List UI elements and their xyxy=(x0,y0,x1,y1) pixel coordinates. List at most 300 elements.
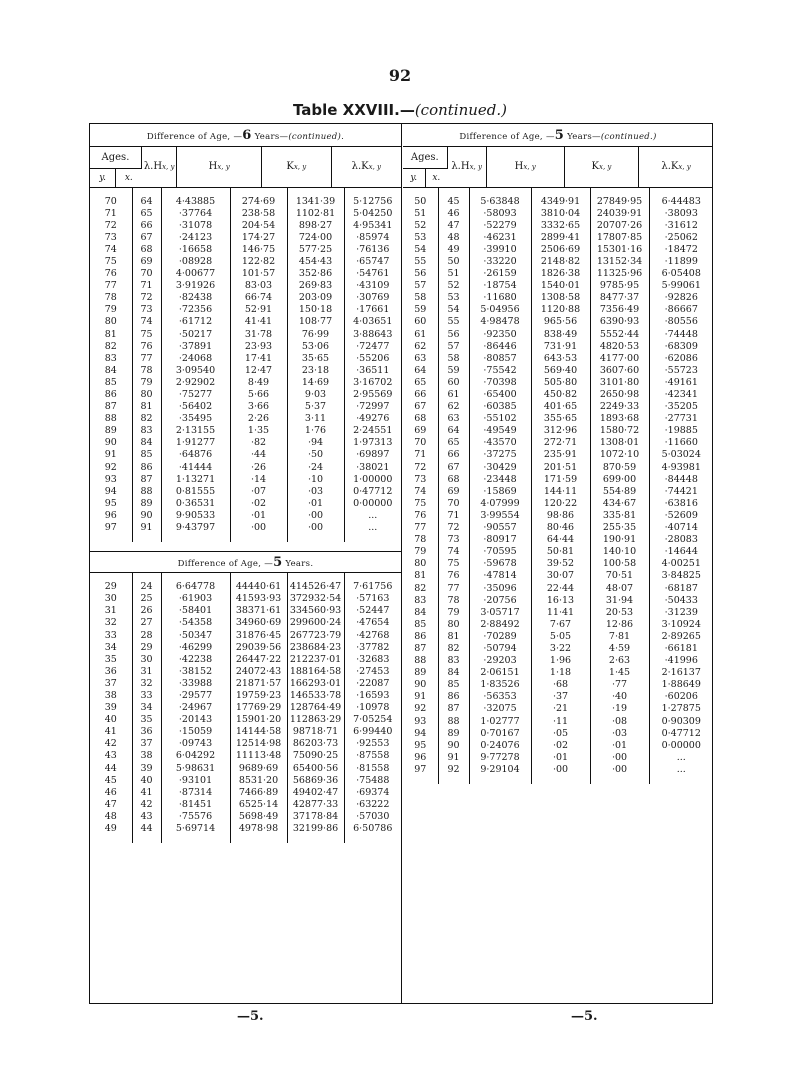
table-cell: 66 xyxy=(132,220,161,232)
table-cell: 0·70167 xyxy=(469,728,531,740)
table-cell: 69 xyxy=(403,425,438,437)
table-cell: 11·41 xyxy=(531,607,590,619)
table-cell: 88 xyxy=(90,413,132,425)
table-cell: ·35205 xyxy=(664,401,698,413)
right-title-a: Difference of Age, — xyxy=(459,132,555,142)
table-cell: 8·49 xyxy=(230,377,287,389)
table-row xyxy=(90,280,401,292)
table-cell: 96 xyxy=(90,510,132,522)
table-cell: 88 xyxy=(132,486,161,498)
table-cell: 65 xyxy=(403,377,438,389)
table-row xyxy=(90,811,401,823)
table-cell: 3·16702 xyxy=(353,376,393,388)
table-cell: 35·65 xyxy=(287,353,344,365)
table-cell: 98·86 xyxy=(531,510,590,522)
section2-title-a: Difference of Age, — xyxy=(177,559,274,570)
table-row xyxy=(90,799,401,811)
table-cell: 83 xyxy=(90,353,132,365)
table-cell: 838·49 xyxy=(531,329,590,341)
table-cell: ·37891 xyxy=(161,341,230,353)
right-table-header xyxy=(403,147,713,188)
table-cell: ·75277 xyxy=(161,389,230,401)
table-row xyxy=(90,654,401,666)
table-row xyxy=(90,714,401,726)
table-cell: 34 xyxy=(90,642,132,654)
table-cell: 69 xyxy=(438,486,469,498)
table-cell: ·44 xyxy=(230,449,287,461)
table-cell: 9785·95 xyxy=(590,280,649,292)
table-cell: 1·02777 xyxy=(469,716,531,728)
table-cell: 4·07999 xyxy=(469,498,531,510)
table-cell: 80 xyxy=(403,558,438,570)
table-cell: ·50433 xyxy=(664,594,698,606)
table-cell: 60 xyxy=(403,316,438,328)
table-cell: 4·00677 xyxy=(161,268,230,280)
table-cell: 38371·61 xyxy=(230,605,287,617)
table-row xyxy=(90,642,401,654)
table-cell: ·85974 xyxy=(356,231,390,243)
table-row xyxy=(90,510,401,522)
table-cell: 9·77278 xyxy=(469,752,531,764)
table-cell: 21871·57 xyxy=(230,678,287,690)
table-cell: 0·81555 xyxy=(161,486,230,498)
table-cell: ·28083 xyxy=(664,534,698,546)
table-cell: 93 xyxy=(90,474,132,486)
table-cell: 2·88492 xyxy=(469,619,531,631)
table-cell: ·72356 xyxy=(161,304,230,316)
table-cell: 61 xyxy=(438,389,469,401)
col-x: x. xyxy=(425,168,447,187)
table-cell: 0·00000 xyxy=(353,497,393,509)
ages-header: Ages. xyxy=(90,147,141,168)
table-cell: ·61712 xyxy=(161,316,230,328)
table-cell: ·75542 xyxy=(469,365,531,377)
table-cell: 62 xyxy=(403,341,438,353)
table-cell: ·41444 xyxy=(161,462,230,474)
table-cell: 2249·33 xyxy=(590,401,649,413)
table-cell: ·03 xyxy=(590,728,649,740)
table-cell: ·60206 xyxy=(664,691,698,703)
table-cell: 39·52 xyxy=(531,558,590,570)
table-row xyxy=(403,655,713,667)
table-cell: ·41996 xyxy=(664,655,698,667)
table-cell: 90 xyxy=(132,510,161,522)
table-cell: ·05 xyxy=(531,728,590,740)
table-cell: 44440·61 xyxy=(230,581,287,593)
table-cell: 41 xyxy=(90,726,132,738)
table-cell: 68 xyxy=(438,474,469,486)
table-cell: 188164·58 xyxy=(287,666,344,678)
table-cell: 75 xyxy=(438,558,469,570)
table-row xyxy=(90,425,401,437)
table-cell: ·87558 xyxy=(356,750,390,762)
table-cell: ·74448 xyxy=(664,328,698,340)
table-cell: 1308·01 xyxy=(590,437,649,449)
caption-prefix: Table XXVIII.— xyxy=(292,101,415,119)
table-row xyxy=(403,486,713,498)
table-cell: ·55723 xyxy=(664,364,698,376)
table-cell: ·01 xyxy=(287,498,344,510)
table-cell: 15301·16 xyxy=(590,244,649,256)
table-cell: 87 xyxy=(403,643,438,655)
table-cell: 32 xyxy=(90,617,132,629)
table-cell: 85 xyxy=(90,377,132,389)
table-cell: 25 xyxy=(132,593,161,605)
table-cell: ·43109 xyxy=(356,280,390,292)
table-cell: 65400·56 xyxy=(287,763,344,775)
table-cell: 83·03 xyxy=(230,280,287,292)
table-cell: 14·69 xyxy=(287,377,344,389)
table-cell: 2·95569 xyxy=(353,389,393,400)
table-row xyxy=(403,643,713,655)
table-cell: 5·05 xyxy=(531,631,590,643)
table-cell: 5552·44 xyxy=(590,329,649,341)
table-cell: 414526·47 xyxy=(287,581,344,593)
table-cell: 48 xyxy=(438,232,469,244)
table-cell: 6·99440 xyxy=(353,726,393,738)
table-row xyxy=(403,752,713,764)
table-row xyxy=(403,462,713,474)
table-cell: 204·54 xyxy=(230,220,287,232)
table-row xyxy=(403,679,713,691)
table-cell: ·00 xyxy=(590,752,649,764)
table-cell: 35 xyxy=(132,714,161,726)
table-cell: 74 xyxy=(403,486,438,498)
table-cell: 100·58 xyxy=(590,558,649,570)
left-title-c: (continued). xyxy=(288,132,345,142)
table-cell: 101·57 xyxy=(230,268,287,280)
table-row xyxy=(90,256,401,268)
table-cell: ·69897 xyxy=(356,449,390,461)
table-cell: ·18754 xyxy=(469,280,531,292)
table-cell: 60 xyxy=(438,377,469,389)
table-cell: 26 xyxy=(132,605,161,617)
table-row xyxy=(90,617,401,629)
table-cell: 299600·24 xyxy=(287,617,344,629)
table-cell: ·01 xyxy=(230,510,287,522)
table-cell: 166293·01 xyxy=(287,678,344,690)
table-cell: 90 xyxy=(90,437,132,449)
table-cell: 6·05408 xyxy=(661,268,701,280)
table-row xyxy=(90,787,401,799)
table-cell: ·29577 xyxy=(161,690,230,702)
table-cell: ·58093 xyxy=(469,208,531,220)
table-cell: ·32683 xyxy=(356,653,390,665)
table-cell: 82 xyxy=(438,643,469,655)
table-row xyxy=(90,196,401,208)
table-row xyxy=(90,437,401,449)
table-cell: 68 xyxy=(132,244,161,256)
right-title-b: Years— xyxy=(564,132,601,142)
table-cell: 92 xyxy=(438,764,469,776)
table-cell: ·58401 xyxy=(161,605,230,617)
table-row xyxy=(403,244,713,256)
table-cell: 17807·85 xyxy=(590,232,649,244)
table-cell: ·16658 xyxy=(161,244,230,256)
table-cell: 699·00 xyxy=(590,474,649,486)
table-cell: 31·78 xyxy=(230,329,287,341)
table-cell: 201·51 xyxy=(531,462,590,474)
table-cell: ... xyxy=(676,763,686,775)
page-number: 92 xyxy=(388,66,412,85)
table-cell: 27849·95 xyxy=(590,196,649,208)
table-cell: 9·03 xyxy=(287,389,344,401)
table-cell: 2·06151 xyxy=(469,667,531,679)
table-cell: 81 xyxy=(90,329,132,341)
table-cell: 5·04250 xyxy=(353,207,393,219)
table-cell: ·38093 xyxy=(664,207,698,219)
table-row xyxy=(403,546,713,558)
table-cell: 57 xyxy=(438,341,469,353)
table-cell: 4·43885 xyxy=(161,196,230,208)
table-cell: 37 xyxy=(132,738,161,750)
table-cell: 51 xyxy=(438,268,469,280)
table-cell: ·15059 xyxy=(161,726,230,738)
table-row xyxy=(403,329,713,341)
table-cell: 94 xyxy=(403,728,438,740)
table-cell: 50·81 xyxy=(531,546,590,558)
table-cell: 2899·41 xyxy=(531,232,590,244)
table-cell: 74 xyxy=(90,244,132,256)
table-cell: ·86667 xyxy=(664,304,698,316)
table-cell: ·75488 xyxy=(356,774,390,786)
table-cell: 1826·38 xyxy=(531,268,590,280)
table-cell: 352·86 xyxy=(287,268,344,280)
table-cell: 59 xyxy=(438,365,469,377)
table-cell: 37 xyxy=(90,678,132,690)
table-cell: 36 xyxy=(90,666,132,678)
table-cell: 1341·39 xyxy=(287,196,344,208)
table-cell: 724·00 xyxy=(287,232,344,244)
table-cell: 12514·98 xyxy=(230,738,287,750)
table-cell: ... xyxy=(368,509,378,521)
table-cell: 9·43797 xyxy=(161,522,230,534)
table-row xyxy=(90,823,401,835)
table-cell: ·01 xyxy=(590,740,649,752)
table-row xyxy=(90,678,401,690)
table-row xyxy=(90,377,401,389)
table-cell: 7·81 xyxy=(590,631,649,643)
table-cell: ·19885 xyxy=(664,425,698,437)
table-cell: 64 xyxy=(403,365,438,377)
table-cell: 140·10 xyxy=(590,546,649,558)
table-row xyxy=(90,316,401,328)
table-row xyxy=(90,353,401,365)
table-cell: 73 xyxy=(132,304,161,316)
table-cell: 272·71 xyxy=(531,437,590,449)
table-cell: 1102·81 xyxy=(287,208,344,220)
table-cell: ·33220 xyxy=(469,256,531,268)
table-cell: ·24123 xyxy=(161,232,230,244)
table-cell: 47 xyxy=(438,220,469,232)
table-cell: 3810·04 xyxy=(531,208,590,220)
table-cell: 74 xyxy=(132,316,161,328)
table-cell: 78 xyxy=(438,595,469,607)
table-cell: 554·89 xyxy=(590,486,649,498)
table-cell: 66 xyxy=(403,389,438,401)
table-row xyxy=(90,726,401,738)
table-cell: 0·36531 xyxy=(161,498,230,510)
table-row xyxy=(403,716,713,728)
table-cell: ·11680 xyxy=(469,292,531,304)
table-cell: 39 xyxy=(132,763,161,775)
table-cell: 146·75 xyxy=(230,244,287,256)
table-row xyxy=(403,220,713,232)
table-cell: 96 xyxy=(403,752,438,764)
table-cell: 32 xyxy=(132,678,161,690)
table-cell: ·18472 xyxy=(664,243,698,255)
table-cell: ·30769 xyxy=(356,292,390,304)
table-cell: 87 xyxy=(132,474,161,486)
table-cell: 38 xyxy=(132,750,161,762)
table-cell: 2·24551 xyxy=(353,425,393,437)
table-cell: 78 xyxy=(403,534,438,546)
table-cell: 17769·29 xyxy=(230,702,287,714)
table-cell: ·92826 xyxy=(664,292,698,304)
table-cell: 35 xyxy=(90,654,132,666)
table-cell: 24 xyxy=(132,581,161,593)
table-cell: 81 xyxy=(438,631,469,643)
table-cell: 1120·88 xyxy=(531,304,590,316)
table-cell: ·20756 xyxy=(469,595,531,607)
table-cell: 6390·93 xyxy=(590,316,649,328)
table-cell: 1540·01 xyxy=(531,280,590,292)
table-cell: ·14644 xyxy=(664,546,698,558)
table-cell: 54 xyxy=(438,304,469,316)
table-cell: ·40 xyxy=(590,691,649,703)
table-row xyxy=(90,702,401,714)
table-cell: ·00 xyxy=(531,764,590,776)
table-cell: ·24068 xyxy=(161,353,230,365)
table-cell: 5·12756 xyxy=(353,195,393,207)
col-k: Kx, y xyxy=(261,147,331,187)
table-cell: 274·69 xyxy=(230,196,287,208)
table-cell: 87 xyxy=(438,703,469,715)
table-cell: 23·93 xyxy=(230,341,287,353)
left-panel xyxy=(90,124,401,843)
table-cell: 146533·78 xyxy=(287,690,344,702)
table-row xyxy=(90,449,401,461)
table-row xyxy=(90,581,401,593)
table-cell: ·64876 xyxy=(161,449,230,461)
table-row xyxy=(403,498,713,510)
table-cell: ·10978 xyxy=(356,702,390,714)
table-cell: 42 xyxy=(90,738,132,750)
table-cell: 401·65 xyxy=(531,401,590,413)
table-cell: 80 xyxy=(438,619,469,631)
table-row xyxy=(90,474,401,486)
table-cell: 31 xyxy=(132,666,161,678)
table-cell: 95 xyxy=(403,740,438,752)
table-cell: 1·35 xyxy=(230,425,287,437)
table-cell: ·84448 xyxy=(664,473,698,485)
table-cell: ·54761 xyxy=(356,268,390,280)
table-cell: 54 xyxy=(403,244,438,256)
table-cell: 92 xyxy=(403,703,438,715)
table-cell: 84 xyxy=(90,365,132,377)
table-cell: 62 xyxy=(438,401,469,413)
table-cell: 1·88649 xyxy=(661,679,701,691)
table-cell: 48·07 xyxy=(590,583,649,595)
table-row xyxy=(403,619,713,631)
table-cell: 238684·23 xyxy=(287,642,344,654)
col-lambda-h: λ.Hx, y xyxy=(447,147,486,187)
table-cell: ·82 xyxy=(230,437,287,449)
table-row xyxy=(403,425,713,437)
table-cell: 77 xyxy=(403,522,438,534)
table-cell: 7·05254 xyxy=(353,714,393,726)
col-lambda-k: λ.Kx, y xyxy=(331,147,401,187)
table-cell: 97 xyxy=(403,764,438,776)
table-cell: 6·64778 xyxy=(161,581,230,593)
table-row xyxy=(90,593,401,605)
table-cell: 70 xyxy=(132,268,161,280)
table-cell: ·09743 xyxy=(161,738,230,750)
table-cell: ·50794 xyxy=(469,643,531,655)
table-cell: ·11 xyxy=(531,716,590,728)
table-cell: 9·29104 xyxy=(469,764,531,776)
table-cell: ·17661 xyxy=(356,304,390,316)
table-cell: 3·09540 xyxy=(161,365,230,377)
table-cell: 5·37 xyxy=(287,401,344,413)
table-cell: 87 xyxy=(90,401,132,413)
table-cell: ·19 xyxy=(590,703,649,715)
table-cell: ·08 xyxy=(590,716,649,728)
table-cell: ·31239 xyxy=(664,606,698,618)
table-row xyxy=(403,728,713,740)
table-cell: 71 xyxy=(90,208,132,220)
table-cell: ·63816 xyxy=(664,497,698,509)
table-cell: ·22087 xyxy=(356,677,390,689)
left-title-a: Difference of Age, — xyxy=(146,132,243,142)
table-cell: 82 xyxy=(403,583,438,595)
table-cell: 58 xyxy=(438,353,469,365)
table-cell: ·42238 xyxy=(161,654,230,666)
table-cell: 67 xyxy=(403,401,438,413)
table-cell: 46 xyxy=(438,208,469,220)
table-cell: 76·99 xyxy=(287,329,344,341)
table-cell: 269·83 xyxy=(287,280,344,292)
table-cell: ·11660 xyxy=(664,437,698,449)
table-row xyxy=(403,365,713,377)
table-cell: 17·41 xyxy=(230,353,287,365)
table-cell: ·81558 xyxy=(356,762,390,774)
table-cell: 13152·34 xyxy=(590,256,649,268)
table-cell: ·70398 xyxy=(469,377,531,389)
table-cell: ·56353 xyxy=(469,691,531,703)
table-cell: 335·81 xyxy=(590,510,649,522)
col-h: Hx, y xyxy=(177,147,261,187)
table-cell: 312·96 xyxy=(531,425,590,437)
table-row xyxy=(403,316,713,328)
right-title-c: (continued.) xyxy=(600,132,657,142)
table-cell: 23·18 xyxy=(287,365,344,377)
table-cell: 86203·73 xyxy=(287,738,344,750)
table-cell: ·37275 xyxy=(469,449,531,461)
table-cell: ·10 xyxy=(287,474,344,486)
table-cell: ·59678 xyxy=(469,558,531,570)
table-cell: ·25062 xyxy=(664,231,698,243)
table-cell: ·01 xyxy=(531,752,590,764)
table-cell: ·24 xyxy=(287,462,344,474)
table-cell: 569·40 xyxy=(531,365,590,377)
table-cell: 11113·48 xyxy=(230,750,287,762)
table-cell: ·35495 xyxy=(161,413,230,425)
table-cell: 29 xyxy=(132,642,161,654)
table-cell: 63 xyxy=(403,353,438,365)
table-row xyxy=(403,474,713,486)
table-cell: 64 xyxy=(132,196,161,208)
